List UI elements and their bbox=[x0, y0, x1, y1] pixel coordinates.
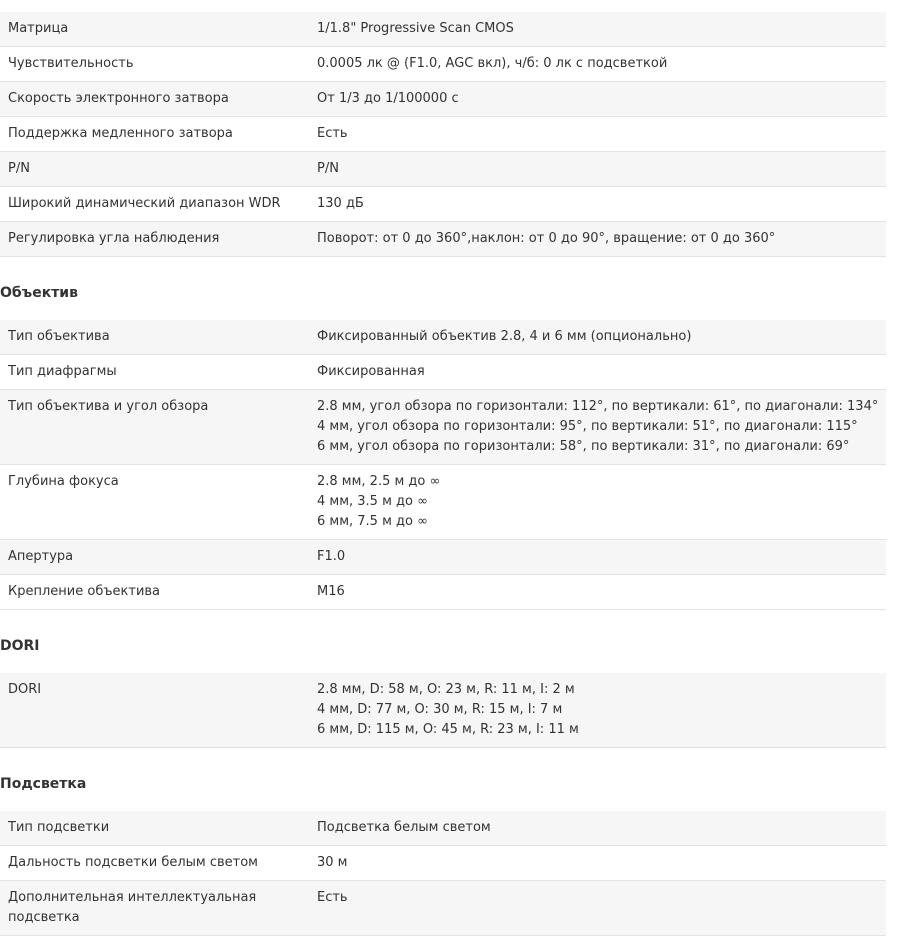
spec-value bbox=[309, 355, 886, 390]
spec-value bbox=[309, 881, 886, 936]
spec-row bbox=[0, 355, 886, 390]
spec-value bbox=[309, 152, 886, 187]
spec-row bbox=[0, 465, 886, 540]
spec-value-line: 2.8 мм, D: 58 м, O: 23 м, R: 11 м, I: 2 м bbox=[317, 682, 575, 697]
specs-table-dori bbox=[0, 673, 886, 748]
spec-value bbox=[309, 540, 886, 575]
section-title-dori: DORI bbox=[0, 638, 40, 654]
spec-value-line: 4 мм, угол обзора по горизонтали: 95°, по вертикали: 51°, по диагонали: 115° bbox=[317, 419, 858, 434]
spec-row bbox=[0, 187, 886, 222]
spec-label: Скорость электронного затвора bbox=[8, 91, 229, 106]
spec-value bbox=[309, 390, 886, 465]
spec-value-line: M16 bbox=[317, 584, 345, 599]
spec-value-line: P/N bbox=[317, 161, 339, 176]
spec-value-line: Фиксированный объектив 2.8, 4 и 6 мм (опционально) bbox=[317, 329, 692, 344]
spec-label: Тип объектива bbox=[8, 329, 110, 344]
spec-value-line: Подсветка белым светом bbox=[317, 820, 491, 835]
specs-table-lens bbox=[0, 320, 886, 610]
specs-table-illumination bbox=[0, 811, 886, 936]
spec-label: Тип подсветки bbox=[8, 820, 110, 835]
spec-row bbox=[0, 320, 886, 355]
spec-value-line: 6 мм, D: 115 м, O: 45 м, R: 23 м, I: 11 м bbox=[317, 722, 579, 737]
spec-label: Широкий динамический диапазон WDR bbox=[8, 196, 281, 211]
spec-value-line: 30 м bbox=[317, 855, 348, 870]
spec-value bbox=[309, 673, 886, 748]
section-title-illumination: Подсветка bbox=[0, 776, 87, 792]
spec-value-line: 4 мм, D: 77 м, O: 30 м, R: 15 м, I: 7 м bbox=[317, 702, 563, 717]
spec-row bbox=[0, 540, 886, 575]
spec-label: Крепление объектива bbox=[8, 584, 161, 599]
spec-row bbox=[0, 82, 886, 117]
spec-value-line: 4 мм, 3.5 м до ∞ bbox=[317, 494, 428, 509]
spec-value bbox=[309, 811, 886, 846]
spec-label: Тип диафрагмы bbox=[8, 364, 117, 379]
specs-table-sensor bbox=[0, 12, 886, 257]
spec-value bbox=[309, 47, 886, 82]
spec-value-line: 2.8 мм, 2.5 м до ∞ bbox=[317, 474, 441, 489]
spec-label: Апертура bbox=[8, 549, 74, 564]
spec-row bbox=[0, 881, 886, 936]
spec-value-line: От 1/3 до 1/100000 с bbox=[317, 91, 459, 106]
spec-label: Чувствительность bbox=[8, 56, 134, 71]
spec-value bbox=[309, 12, 886, 47]
spec-row bbox=[0, 152, 886, 187]
spec-value-line: Есть bbox=[317, 126, 348, 141]
spec-row bbox=[0, 811, 886, 846]
spec-value bbox=[309, 82, 886, 117]
spec-value bbox=[309, 222, 886, 257]
spec-label: DORI bbox=[8, 682, 42, 697]
spec-label: Регулировка угла наблюдения bbox=[8, 231, 220, 246]
spec-value-line: F1.0 bbox=[317, 549, 346, 564]
spec-label: Тип объектива и угол обзора bbox=[8, 399, 209, 414]
spec-value-line: Поворот: от 0 до 360°,наклон: от 0 до 90°, вращение: от 0 до 360° bbox=[317, 231, 776, 246]
spec-row bbox=[0, 390, 886, 465]
spec-label: P/N bbox=[8, 161, 30, 176]
section-title-lens: Объектив bbox=[0, 285, 78, 301]
spec-value-line: 6 мм, 7.5 м до ∞ bbox=[317, 514, 428, 529]
spec-value-line: 6 мм, угол обзора по горизонтали: 58°, по вертикали: 31°, по диагонали: 69° bbox=[317, 439, 850, 454]
spec-value-line: 0.0005 лк @ (F1.0, AGC вкл), ч/б: 0 лк с подсветкой bbox=[317, 56, 668, 71]
spec-value bbox=[309, 117, 886, 152]
spec-row bbox=[0, 12, 886, 47]
spec-value bbox=[309, 465, 886, 540]
spec-label: Дальность подсветки белым светом bbox=[8, 855, 258, 870]
spec-value bbox=[309, 320, 886, 355]
spec-value-line: Фиксированная bbox=[317, 364, 425, 379]
spec-row bbox=[0, 673, 886, 748]
spec-value-line: 130 дБ bbox=[317, 196, 364, 211]
spec-label: Матрица bbox=[8, 21, 69, 36]
spec-row bbox=[0, 846, 886, 881]
spec-value bbox=[309, 575, 886, 610]
spec-row bbox=[0, 222, 886, 257]
spec-label: Дополнительная интеллектуальная подсветка bbox=[8, 890, 257, 925]
spec-value-line: Есть bbox=[317, 890, 348, 905]
spec-value bbox=[309, 846, 886, 881]
spec-row bbox=[0, 47, 886, 82]
spec-label: Глубина фокуса bbox=[8, 474, 119, 489]
spec-label: Поддержка медленного затвора bbox=[8, 126, 233, 141]
spec-value bbox=[309, 187, 886, 222]
spec-row bbox=[0, 575, 886, 610]
spec-value-line: 2.8 мм, угол обзора по горизонтали: 112°, по вертикали: 61°, по диагонали: 134° bbox=[317, 399, 879, 414]
spec-value-line: 1/1.8" Progressive Scan CMOS bbox=[317, 21, 514, 36]
spec-row bbox=[0, 117, 886, 152]
